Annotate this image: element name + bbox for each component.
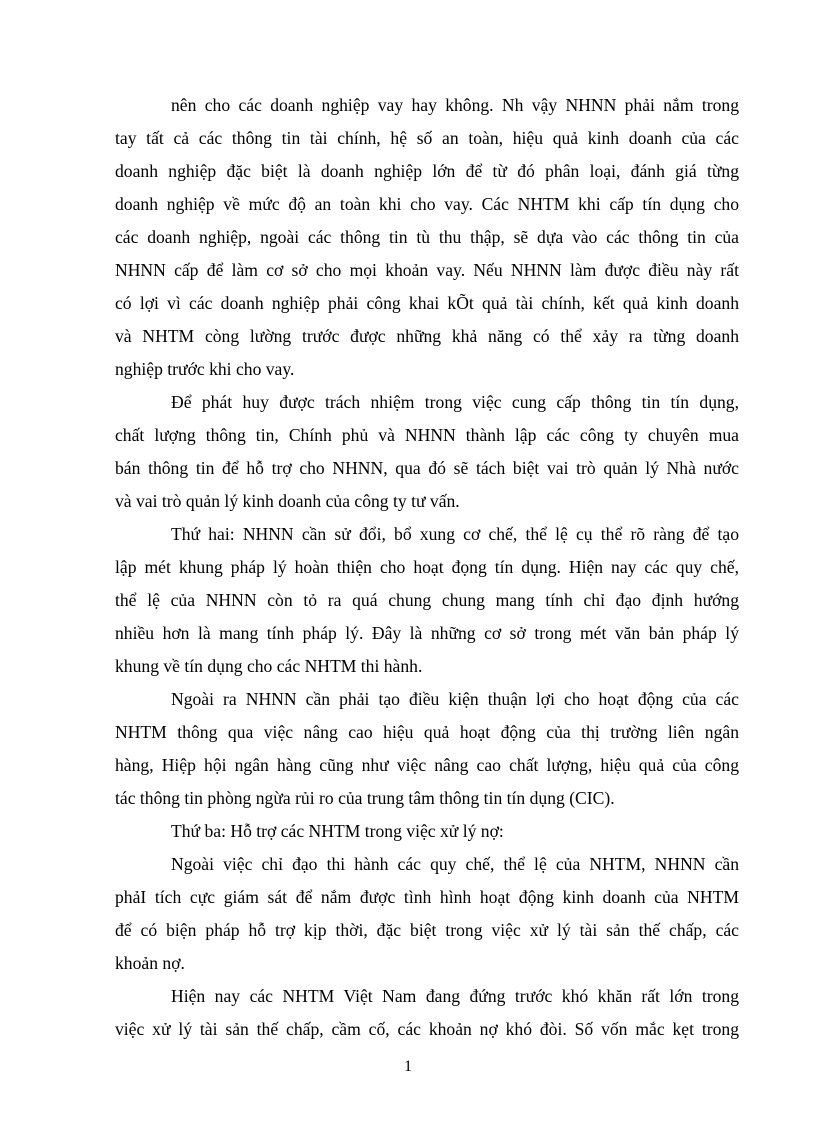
- text-line: tay tất cả các thông tin tài chính, hệ số an toàn, hiệu quả kinh doanh của các: [115, 128, 739, 148]
- page-number: 1: [404, 1058, 412, 1075]
- text-line: Thứ hai: NHNN cần sử đổi, bổ xung cơ chế, thể lệ cụ thể rõ ràng để tạo: [171, 524, 739, 544]
- text-line: NHNN cấp để làm cơ sở cho mọi khoản vay. Nếu NHNN làm được điều này rất: [115, 260, 739, 280]
- text-line: doanh nghiệp về mức độ an toàn khi cho vay. Các NHTM khi cấp tín dụng cho: [115, 194, 739, 214]
- text-line: nhiều hơn là mang tính pháp lý. Đây là những cơ sở trong mét văn bản pháp lý: [115, 623, 739, 643]
- text-line: và NHTM còng lường trước được những khả năng có thể xảy ra từng doanh: [115, 326, 739, 346]
- text-line: chất lượng thông tin, Chính phủ và NHNN thành lập các công ty chuyên mua: [115, 425, 739, 445]
- text-line: Để phát huy được trách nhiệm trong việc cung cấp thông tin tín dụng,: [171, 392, 739, 412]
- text-line: phảI tích cực giám sát để nắm được tình hình hoạt động kinh doanh của NHTM: [115, 887, 739, 907]
- text-line: bán thông tin để hỗ trợ cho NHNN, qua đó sẽ tách biệt vai trò quản lý Nhà nước: [115, 458, 739, 478]
- text-line: hàng, Hiệp hội ngân hàng cũng như việc nâng cao chất lượng, hiệu quả của công: [115, 755, 739, 775]
- text-line: để có biện pháp hỗ trợ kịp thời, đặc biệt trong việc xử lý tài sản thế chấp, các: [115, 920, 739, 940]
- text-line: lập mét khung pháp lý hoàn thiện cho hoạt đọng tín dụng. Hiện nay các quy chế,: [115, 557, 739, 577]
- text-line: việc xử lý tài sản thế chấp, cầm cố, các khoản nợ khó đòi. Số vốn mắc kẹt trong: [115, 1019, 739, 1039]
- text-line: nên cho các doanh nghiệp vay hay không. Nh vậy NHNN phải nắm trong: [171, 95, 739, 115]
- text-line: Ngoài ra NHNN cần phải tạo điều kiện thuận lợi cho hoạt động của các: [171, 689, 739, 709]
- text-line: Hiện nay các NHTM Việt Nam đang đứng trước khó khăn rất lớn trong: [171, 986, 739, 1006]
- text-line: và vai trò quản lý kinh doanh của công ty tư vấn.: [115, 491, 460, 511]
- text-line: thể lệ của NHNN còn tỏ ra quá chung chung mang tính chỉ đạo định hướng: [115, 590, 739, 610]
- text-line: NHTM thông qua việc nâng cao hiệu quả hoạt động của thị trường liên ngân: [115, 722, 739, 742]
- text-line: nghiệp trước khi cho vay.: [115, 359, 295, 379]
- text-line: khoản nợ.: [115, 953, 185, 973]
- text-line: các doanh nghiệp, ngoài các thông tin tù thu thập, sẽ dựa vào các thông tin của: [115, 227, 739, 247]
- text-line: doanh nghiệp đặc biệt là doanh nghiệp lớn để từ đó phân loại, đánh giá từng: [115, 161, 739, 181]
- text-line: Ngoài việc chỉ đạo thi hành các quy chế, thể lệ của NHTM, NHNN cần: [171, 854, 739, 874]
- text-line: khung về tín dụng cho các NHTM thi hành.: [115, 656, 423, 676]
- text-line: tác thông tin phòng ngừa rủi ro của trung tâm thông tin tín dụng (CIC).: [115, 788, 615, 808]
- text-line: có lợi vì các doanh nghiệp phải công khai kÕt quả tài chính, kết quả kinh doanh: [115, 293, 739, 313]
- text-line: Thứ ba: Hỗ trợ các NHTM trong việc xử lý nợ:: [171, 821, 504, 841]
